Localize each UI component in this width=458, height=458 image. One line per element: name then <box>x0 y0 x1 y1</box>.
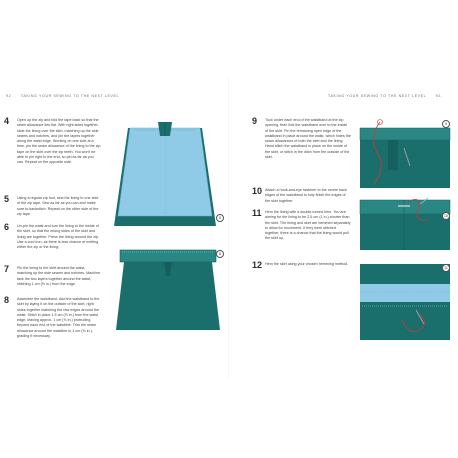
illustration-hook-and-eye <box>358 196 452 252</box>
figure-6-badge: 6 <box>216 214 224 222</box>
illustration-lining-hem <box>358 262 452 342</box>
step-number: 8 <box>4 295 10 305</box>
illustration-skirt-waistband <box>114 248 222 332</box>
figure-10-badge: 10 <box>444 214 448 218</box>
page-spine <box>228 78 229 378</box>
step-text: Pin the lining to the skirt around the waist, matching up the side seams and notches. Machine tack the two layers together around the waist, stitching 1 cm (⅜ in.) from the edge. <box>17 266 101 286</box>
step-text: Using a regular zip foot, sew the lining to one side of the zip tape. Sew as far as you can and make sure to backstitch. Repeat on the other side of the zip tape. <box>17 196 99 216</box>
step-number: 4 <box>4 116 10 126</box>
left-page-number: 92 <box>6 94 12 98</box>
left-running-title: TAKING YOUR SEWING TO THE NEXT LEVEL <box>20 94 120 98</box>
step-text: Assemble the waistband. Add the waistband to the skirt by laying it on the outside of the skirt, right sides together matching the raw edges around the waist. Stitch in place 1.5 cm (⅝ in.) from the waist edge, leaving approx. 1 cm (⅜ in.) protruding beyond each end of the waistline. Trim the seam allowance around the waistline to 1 cm (⅜ in.), grading if necessary. <box>17 297 100 339</box>
step-text: Hem the skirt using your chosen hemming method. <box>265 262 349 266</box>
step-text: Open up the zip and fold the tape back so that the seam allowance lies flat. With right sides together, slide the lining over the skirt, matching up the side seams and notches, and pin the layers together along the waist edge. Working on one side at a time, pin the seam allowance of the lining to the zip tape on the skirt over the zip teeth. You won't be able to pin right to the end, so pin as far as you can. Repeat on the opposite side. <box>17 118 101 165</box>
right-running-title: TAKING YOUR SEWING TO THE NEXT LEVEL <box>328 94 427 98</box>
figure-8-badge: 8 <box>216 250 224 258</box>
step-number: 12 <box>252 260 263 270</box>
step-text: Tuck under each end of the waistband at the zip opening, then fold the waistband over to the inside of the skirt. Pin the remaining open edge of the waistband in place around the waist, which hides the seam allowances of both the skirt and the lining. Hand stitch the waistband in place on the inside of the skirt, or stitch in the ditch from the outside of the skirt. <box>265 118 351 160</box>
step-number: 6 <box>4 222 10 232</box>
step-text: Un-pin the waist and turn the lining to the inside of the skirt, so that the wrong sides of the skirt and lining are together. Press the lining around the zip. Use a cool iron, as there is less chance of melting either the zip or the lining. <box>17 224 99 250</box>
right-page-number: 93 <box>435 94 441 98</box>
step-number: 7 <box>4 264 10 274</box>
step-number: 10 <box>252 186 263 196</box>
step-text: Hem the lining with a double-turned hem. You are aiming for the lining to be 2.5 cm (1 in.) shorter than the skirt. The lining and skirt are hemmed separately to allow for movement. If they were stitched together, there is a chance that the lining would pull the skirt up. <box>265 210 351 241</box>
step-number: 9 <box>252 116 258 126</box>
figure-11-badge: 11 <box>442 264 450 272</box>
left-page-header <box>6 94 119 98</box>
illustration-skirt-lining <box>110 118 226 236</box>
step-number: 11 <box>252 208 262 218</box>
step-number: 5 <box>4 194 10 204</box>
step-text: Attach a hook-and-eye fastener to the centre back edges of the waistband to fully finish the edges of the skirt together. <box>265 188 347 203</box>
figure-9-badge: 9 <box>442 120 450 128</box>
right-page-header <box>328 94 441 98</box>
illustration-hand-stitch-waistband <box>358 118 452 190</box>
